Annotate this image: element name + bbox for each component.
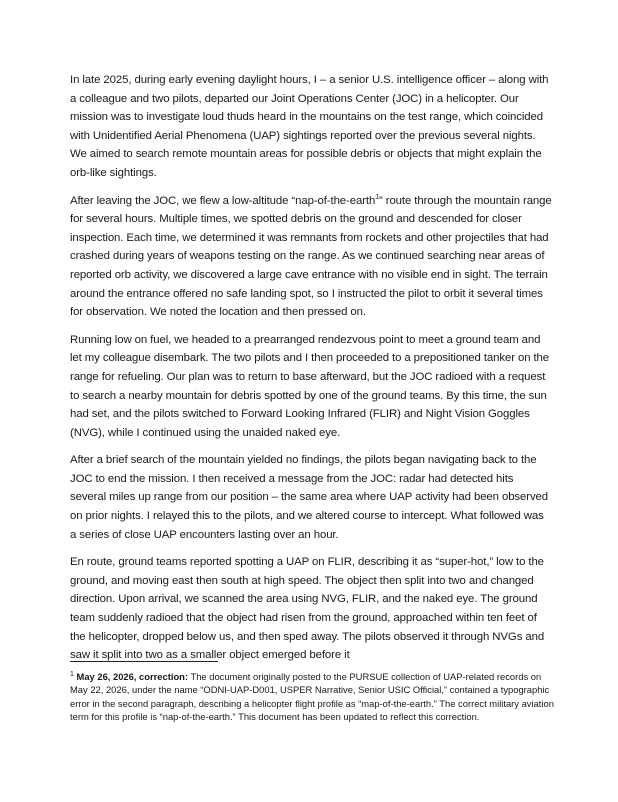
document-body [70, 71, 552, 674]
paragraph-2-part-b: ” route through the mountain range for several hours. Multiple times, we spotted debris on the ground and descended for closer inspection. Each time, we determined it was remnants from rockets and other projectiles that had crashed during years of weapons testing on the range. As we continued searching near areas of reported orb activity, we discovered a large cave entrance with no visible end in sight. The terrain around the entrance offered no safe landing spot, so I instructed the pilot to orbit it several times for observation. We noted the location and then pressed on. [70, 194, 552, 319]
footnote-reference-mark: 1 [375, 193, 379, 201]
paragraph-2 [70, 192, 552, 322]
footnote-separator-rule [70, 661, 218, 662]
paragraph-4: After a brief search of the mountain yielded no findings, the pilots began navigating back to the JOC to end the mission. I then received a message from the JOC: radar had detected hits several miles up range from our position – the same area where UAP activity had been observed on prior nights. I relayed this to the pilots, and we altered course to intercept. What followed was a series of close UAP encounters lasting over an hour. [70, 454, 549, 541]
paragraph-3: Running low on fuel, we headed to a prearranged rendezvous point to meet a ground team and let my colleague disembark. The two pilots and I then proceeded to a prepositioned tanker on the range for refueling. Our plan was to return to base afterward, but the JOC radioed with a request to search a nearby mountain for debris spotted by one of the ground teams. By this time, the sun had set, and the pilots switched to Forward Looking Infrared (FLIR) and Night Vision Goggles (NVG), while I continued using the unaided naked eye. [70, 333, 550, 439]
footnote [70, 670, 556, 724]
footnote-marker: 1 [70, 670, 74, 678]
paragraph-1: In late 2025, during early evening daylight hours, I – a senior U.S. intelligence officer – along with a colleague and two pilots, departed our Joint Operations Center (JOC) in a helicopter. Our mission was to investigate loud thuds heard in the mountains on the test range, which coincided with Unidentified Aerial Phenomena (UAP) sightings reported over the previous several nights. We aimed to search remote mountain areas for possible debris or objects that might explain the orb-like sightings. [70, 74, 549, 179]
paragraph-5: En route, ground teams reported spotting a UAP on FLIR, describing it as “super-hot,” low to the ground, and moving east then south at high speed. The object then split into two and changed direction. Upon arrival, we scanned the area using NVG, FLIR, and the naked eye. The ground team suddenly radioed that the object had risen from the ground, approached within ten feet of the helicopter, dropped below us, and then sped away. The pilots observed it through NVGs and saw it split into two as a smaller object emerged before it [70, 556, 545, 662]
footnote-correction-label: May 26, 2026, correction: [76, 671, 189, 682]
footnote-text: The document originally posted to the PURSUE collection of UAP-related records on May 22, 2026, under the name “ODNI-UAP-D001, USPER Narrative, Senior USIC Official,” contained a typographic error in the second paragraph, describing a helicopter flight profile as “map-of-the-earth.” The correct military aviation term for this profile is “nap-of-the-earth.” This document has been updated to reflect this correction. [70, 671, 554, 723]
paragraph-2-part-a: After leaving the JOC, we flew a low-altitude “nap-of-the-earth [70, 194, 376, 207]
